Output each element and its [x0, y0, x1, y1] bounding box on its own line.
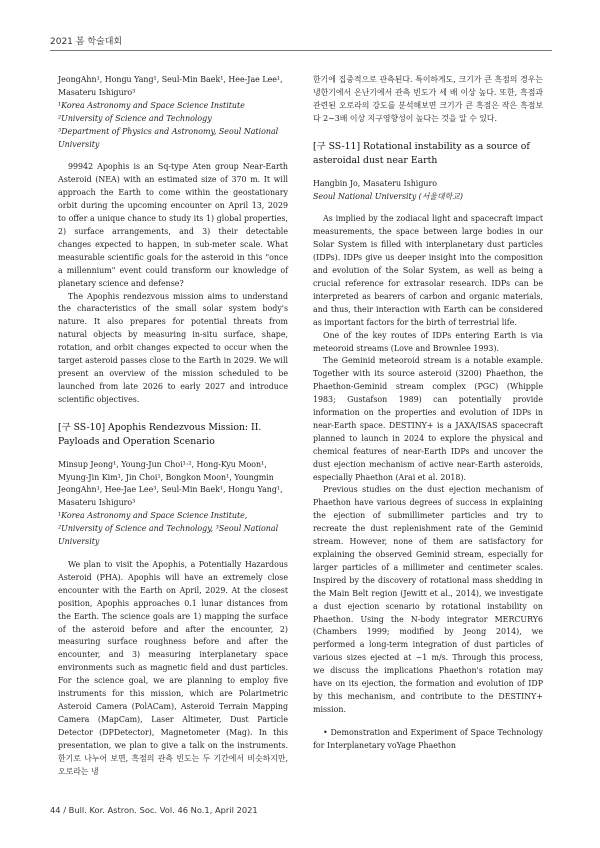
running-header: 2021 봄 학술대회 — [50, 37, 123, 47]
header-rule — [50, 50, 552, 51]
abstract-paragraph: The Geminid meteoroid stream is a notable example. Together with its source asteroid (3200) Phaethon, the Phaethon-Geminid stream complex (PGC) (Whipple 1983; Gustafson 1989) can potentially provide information on the properties and evolution of IDPs in near-Earth space. DESTINY+ is a JAXA/ISAS spacecraft planned to launch in 2024 to explore the physical and chemical features of near-Earth IDPs and uncover the dust ejection mechanism of active near-Earth asteroids, especially Phaethon (Arai et al. 2018). — [313, 356, 543, 482]
author-list: JeongAhn¹, Hongu Yang¹, Seul-Min Baek¹, Hee-Jae Lee¹, Masateru Ishiguro³ — [58, 75, 283, 97]
author-list: Minsup Jeong¹, Young-Jun Choi¹·², Hong-Kyu Moon¹, Myung-Jin Kim¹, Jin Choi¹, Bongkon Moon¹, Youngmin JeongAhn¹, Hee-Jae Lee³, Seul-Min Baek¹, Hongu Yang¹, Masateru Ishiguro³ — [58, 459, 283, 508]
right-column — [313, 74, 543, 753]
affiliation: ¹Korea Astronomy and Space Science Institute — [58, 100, 245, 110]
next-abstract-heading: • Demonstration and Experiment of Space Technology for Interplanetary voYage Phaethon — [313, 727, 543, 750]
korean-paragraph: 한기에 집중적으로 관측된다. 특이하게도, 크기가 큰 흑점의 경우는 냉한기에서 온난기에서 관측 빈도가 세 배 이상 높다. 또한, 흑점과 관련된 오로라의 강도를 분석해보면 크기가 큰 흑점은 작은 흑점보다 2~3배 이상 지구영향성이 높다는 것을 알 수 있다. — [313, 75, 543, 123]
affiliation: ³Department of Physics and Astronomy, Seoul National University — [58, 126, 279, 149]
page-footer: 44 / Bull. Kor. Astron. Soc. Vol. 46 No.1, April 2021 — [50, 805, 258, 815]
section-title: [구 SS-10] Apophis Rendezvous Mission: II. Payloads and Operation Scenario — [58, 421, 262, 447]
abstract-paragraph: As implied by the zodiacal light and spacecraft impact measurements, the space between large bodies in our Solar System is filled with interplanetary dust particles (IDPs). IDPs give us deeper insight into the composition and evolution of the Solar System, as well as being a crucial reference for extrasolar research. IDPs can be interpreted as bearers of carbon and organic materials, and thus, their interaction with Earth can be considered as important factors for the birth of terrestrial life. — [313, 214, 543, 327]
abstract-paragraph: The Apophis rendezvous mission aims to understand the characteristics of the small solar system body's nature. It also prepares for potential threats from natural objects by measuring in-situ surface, shape, rotation, and orbit changes expected to occur when the target asteroid passes close to the Earth in 2029. We will present an overview of the mission scheduled to be launched from late 2026 to early 2027 and introduce scientific objectives. — [58, 291, 288, 404]
abstract-paragraph: 99942 Apophis is an Sq-type Aten group Near-Earth Asteroid (NEA) with an estimated size of 370 m. It will approach the Earth to come within the geostationary orbit during the upcoming encounter on April 13, 2029 to offer a unique chance to study its 1) global properties, 2) surface arrangements, and 3) their detectable changes expected to happen, in sub-meter scale. What measurable scientific goals for the asteroid in this "once a millennium" event could transform our knowledge of planetary science and defense? — [58, 162, 288, 288]
affiliation: ²University of Science and Technology — [58, 113, 212, 123]
author-list: Hangbin Jo, Masateru Ishiguro — [313, 178, 437, 188]
abstract-paragraph: One of the key routes of IDPs entering Earth is via meteoroid streams (Love and Brownlee 1993). — [313, 330, 543, 353]
affiliation: ¹Korea Astronomy and Space Science Institute, ²University of Science and Technology, ³Seoul National University — [58, 511, 279, 547]
abstract-paragraph: Previous studies on the dust ejection mechanism of Phaethon have various degrees of success in explaining the ejection of submillimeter particles and try to recreate the dust replenishment rate of the Geminid stream. However, none of them are satisfactory for explaining the observed Geminid stream, especially for larger particles of a millimeter and centimeter scales. Inspired by the discovery of rotational mass shedding in the Main Belt region (Jewitt et al., 2014), we investigate a dust ejection scenario by rotational instability on Phaethon. Using the N-body integrator MERCURY6 (Chambers 1999; modified by Jeong 2014), we performed a long-term integration of dust particles of various sizes ejected at ~1 m/s. Through this process, we discuss the implications Phaethon's rotation may have on its ejection, the formation and evolution of IDP by this mechanism, and contribute to the DESTINY+ mission. — [313, 485, 543, 714]
section-title: [구 SS-11] Rotational instability as a source of asteroidal dust near Earth — [313, 140, 530, 166]
affiliation: Seoul National University (서울대학교) — [313, 191, 463, 201]
left-column — [58, 74, 288, 778]
abstract-paragraph: We plan to visit the Apophis, a Potentially Hazardous Asteroid (PHA). Apophis will have an extremely close encounter with the Earth on April, 2029. At the closest position, Apophis approaches 0.1 lunar distances from the Earth. The science goals are 1) mapping the surface of the asteroid before and after the encounter, 2) measuring surface roughness before and after the encounter, and 3) measuring interplanetary space environments such as magnetic field and dust particles. For the science goal, we are planning to employ five instruments for this mission, which are Polarimetric Asteroid Camera (PolACam), Asteroid Terrain Mapping Camera (MapCam), Laser Altimeter, Dust Particle Detector (DPDetector), Magnetometer (Mag). In this presentation, we plan to give a talk on the instruments.한기로 나누어 보면, 흑점의 관측 빈도는 두 기간에서 비슷하지만, 오로라는 냉 — [58, 560, 288, 776]
